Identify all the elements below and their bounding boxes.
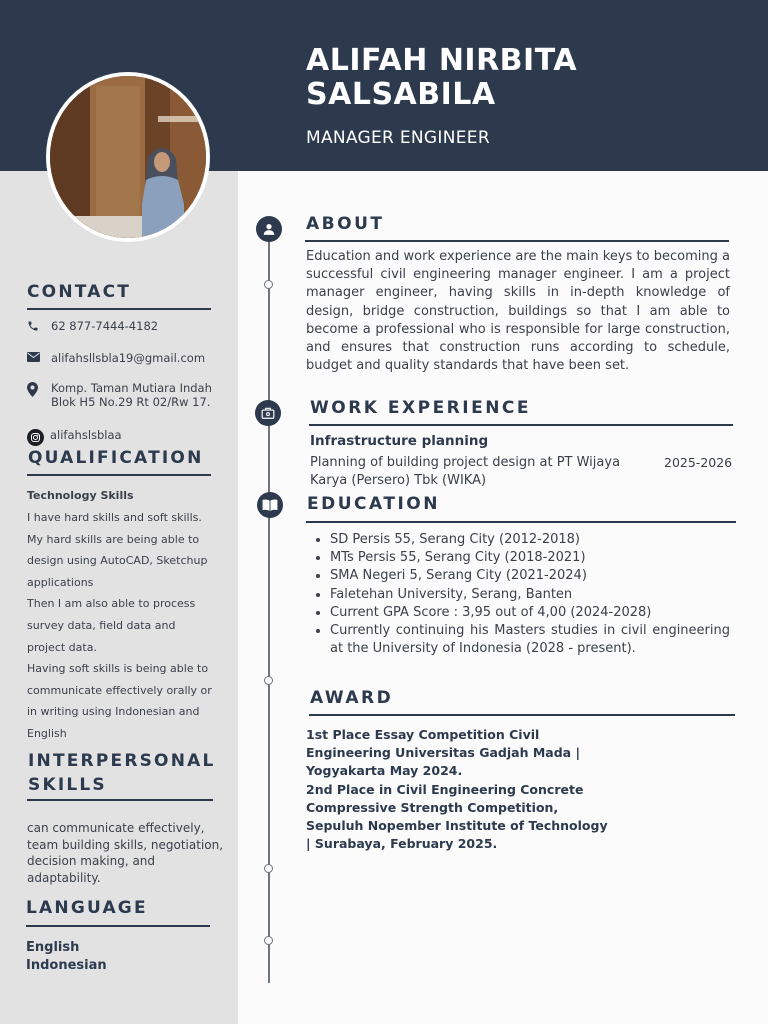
contact-heading: CONTACT [27,282,132,302]
qualification-line: Having soft skills is being able to [27,662,209,676]
contact-instagram [27,428,122,446]
language-item: English [26,940,80,955]
qualification-line: survey data, field data and [27,618,176,632]
award-line: Sepuluh Nopember Institute of Technology [306,818,608,834]
work-period: 2025-2026 [664,455,733,470]
qualification-subheading: Technology Skills [27,489,134,502]
qualification-heading: QUALIFICATION [28,448,204,468]
interpersonal-heading [28,749,216,797]
work-heading: WORK EXPERIENCE [310,398,532,418]
education-item: • Currently continuing his Masters studies in civil engineering at the University of Indonesia (2028 - present). [330,622,730,658]
about-divider [305,240,729,242]
photo-illustration [50,76,206,238]
award-text [306,726,636,853]
timeline-dot [264,936,273,945]
interpersonal-divider [27,799,213,801]
language-item: Indonesian [26,958,107,973]
education-item: • Faletehan University, Serang, Banten [330,586,730,604]
education-item: • Current GPA Score : 3,95 out of 4,00 (2024-2028) [330,604,730,622]
qualification-line: Then I am also able to process [27,597,196,611]
qualification-line: applications [27,575,94,589]
about-heading: ABOUT [306,214,385,234]
work-description: Planning of building project design at PT Wijaya Karya (Persero) Tbk (WIKA) [310,455,621,489]
education-divider [306,521,736,523]
contact-divider [27,308,211,310]
about-text: Education and work experience are the main keys to becoming a successful civil engineering manager engineer. I am a project manager engineer, having skills in in-depth knowledge of design, bridge construction, buildings so that I am able to become a professional who is responsible for large construction, and ensures that construction runs according to schedule, budget and quality standards that have been set. [306,249,730,374]
contact-address [27,381,217,409]
qualification-line: project data. [27,640,97,654]
award-line: | Surabaya, February 2025. [306,836,498,852]
language-list [26,939,107,975]
interpersonal-text: can communicate effectively, team building skills, negotiation, decision making, and adaptability. [27,821,224,885]
education-item: • SMA Negeri 5, Serang City (2021-2024) [330,567,730,585]
address-text: Komp. Taman Mutiara Indah Blok H5 No.29 Rt 02/Rw 17. [51,381,212,409]
contact-email [27,351,205,365]
qualification-divider [27,474,211,476]
envelope-icon [27,351,51,362]
award-line: 1st Place Essay Competition Civil [306,727,540,742]
book-icon [257,492,283,518]
contact-phone [27,319,158,333]
award-heading: AWARD [310,688,394,708]
award-line: 2nd Place in Civil Engineering Concrete [306,781,584,797]
qualification-line: communicate effectively orally or [27,683,212,697]
qualification-text [27,507,232,745]
qualification-line: My hard skills are being able to [27,532,200,546]
language-heading: LANGUAGE [26,898,148,918]
email-text: alifahsllsbla19@gmail.com [51,351,206,365]
work-job-title: Infrastructure planning [310,433,489,449]
qualification-line: in writing using Indonesian and [27,705,200,719]
qualification-line: English [27,726,67,740]
timeline-dot [264,676,273,685]
job-title: MANAGER ENGINEER [306,128,490,148]
award-line: Compressive Strength Competition, [306,799,559,815]
phone-text: 62 877-7444-4182 [51,319,159,333]
language-divider [26,925,210,927]
person-name: ALIFAH NIRBITA SALSABILA [306,43,578,112]
instagram-text: alifahslsblaa [50,428,122,442]
profile-photo [46,72,210,242]
award-line: Yogyakarta May 2024. [306,763,463,779]
award-line: Engineering Universitas Gadjah Mada | [306,745,581,761]
timeline-dot [264,864,273,873]
phone-icon [27,319,51,332]
education-list [330,531,730,658]
instagram-icon [27,428,50,446]
location-pin-icon [27,381,51,397]
timeline-dot [264,280,273,289]
profile-photo-image [50,76,206,238]
education-item: • SD Persis 55, Serang City (2012-2018) [330,531,730,549]
briefcase-icon [255,400,281,426]
education-item: • MTs Persis 55, Serang City (2018-2021) [330,549,730,567]
education-heading: EDUCATION [307,494,440,514]
interpersonal-heading-line2: SKILLS [28,775,107,795]
award-divider [309,714,735,716]
qualification-line: I have hard skills and soft skills. [27,511,202,524]
qualification-line: design using AutoCAD, Sketchup [27,554,208,568]
interpersonal-heading-line1: INTERPERSONAL [28,751,216,771]
work-divider [309,424,733,426]
person-icon [256,216,282,242]
